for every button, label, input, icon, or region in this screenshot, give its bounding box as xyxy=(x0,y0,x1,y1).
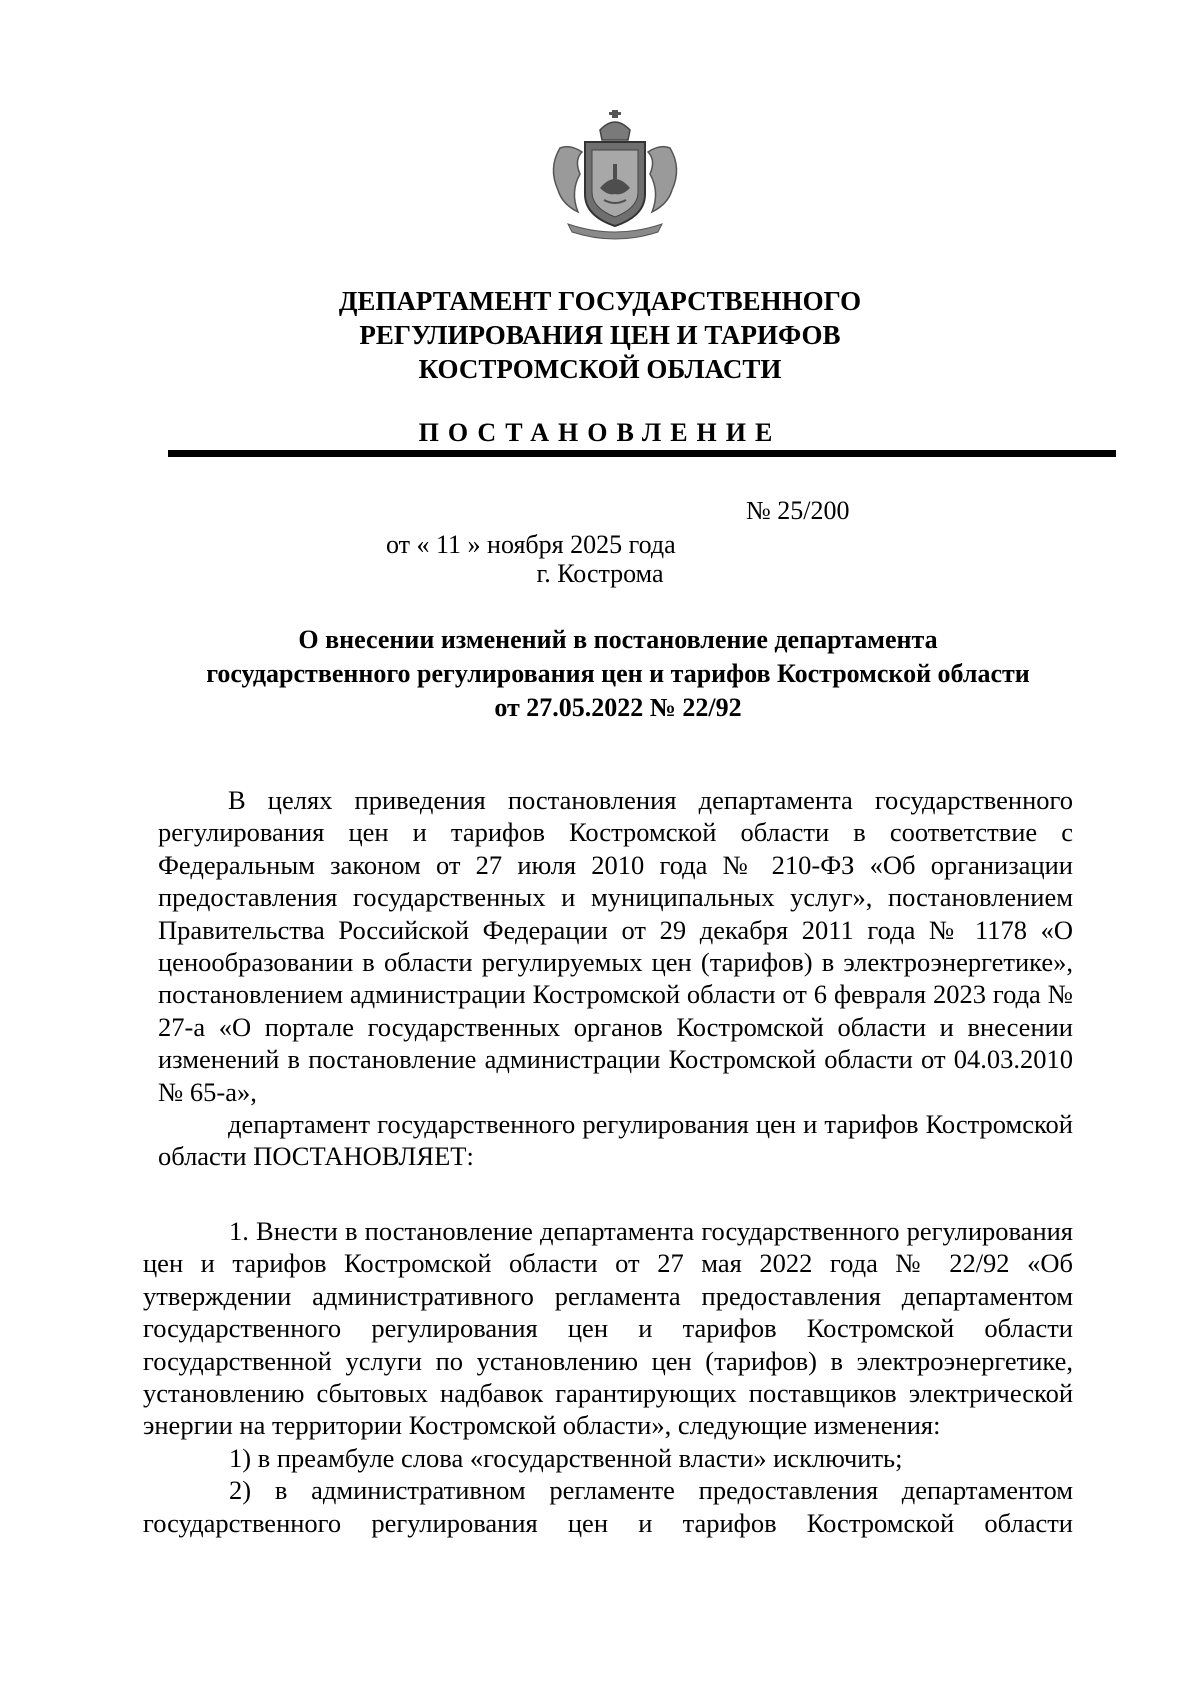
item-1-2-paragraph: 2) в административном регламенте предоставления департаментом государственного регулирования цен и тарифов Костромской области xyxy=(143,1475,1073,1538)
org-line-1: ДЕПАРТАМЕНТ ГОСУДАРСТВЕННОГО xyxy=(338,286,862,316)
org-line-3: КОСТРОМСКОЙ ОБЛАСТИ xyxy=(418,354,782,384)
header-divider xyxy=(168,450,1116,457)
body-block-1 xyxy=(158,784,1073,1173)
item-1-1-paragraph: 1) в преамбуле слова «государственной власти» исключить; xyxy=(229,1442,903,1473)
title-line-2: государственного регулирования цен и тарифов Костромской области xyxy=(206,659,1030,688)
item-1-paragraph: 1. Внести в постановление департамента государственного регулирования цен и тарифов Костромской области от 27 мая 2022 года № 22/92 «Об утверждении административного регламента предоставления департаментом государственного регулирования цен и тарифов Костромской области государственной услуги по установлению цен (тарифов) в электроэнергетике, установлению сбытовых надбавок гарантирующих поставщиков электрической энергии на территории Костромской области», следующие изменения: xyxy=(143,1216,1073,1441)
document-date: от « 11 » ноября 2025 года xyxy=(386,530,676,559)
title-line-1: О внесении изменений в постановление департамента xyxy=(298,625,938,654)
document-number: № 25/200 xyxy=(746,496,850,525)
preamble-paragraph: В целях приведения постановления департамента государственного регулирования цен и тарифов Костромской области в соответствие с Федеральным законом от 27 июля 2010 года № 210-ФЗ «Об организации предоставления государственных и муниципальных услуг», постановлением Правительства Российской Федерации от 29 декабря 2011 года № 1178 «О ценообразовании в области регулируемых цен (тарифов) в электроэнергетике», постановлением администрации Костромской области от 6 февраля 2023 года № 27-а «О портале государственных органов Костромской области и внесении изменений в постановление администрации Костромской области от 04.03.2010 № 65-а», xyxy=(158,785,1073,1107)
org-line-2: РЕГУЛИРОВАНИЯ ЦЕН И ТАРИФОВ xyxy=(359,320,841,350)
coat-of-arms-icon xyxy=(540,108,690,243)
title-line-3: от 27.05.2022 № 22/92 xyxy=(494,693,742,722)
document-type: ПОСТАНОВЛЕНИЕ xyxy=(418,418,782,447)
body-block-2 xyxy=(143,1215,1073,1539)
organization-name xyxy=(0,284,1200,386)
document-title xyxy=(0,623,1200,725)
city: г. Кострома xyxy=(536,559,664,588)
decision-paragraph: департамент государственного регулирования цен и тарифов Костромской области ПОСТАНОВЛЯЕТ: xyxy=(158,1109,1073,1172)
